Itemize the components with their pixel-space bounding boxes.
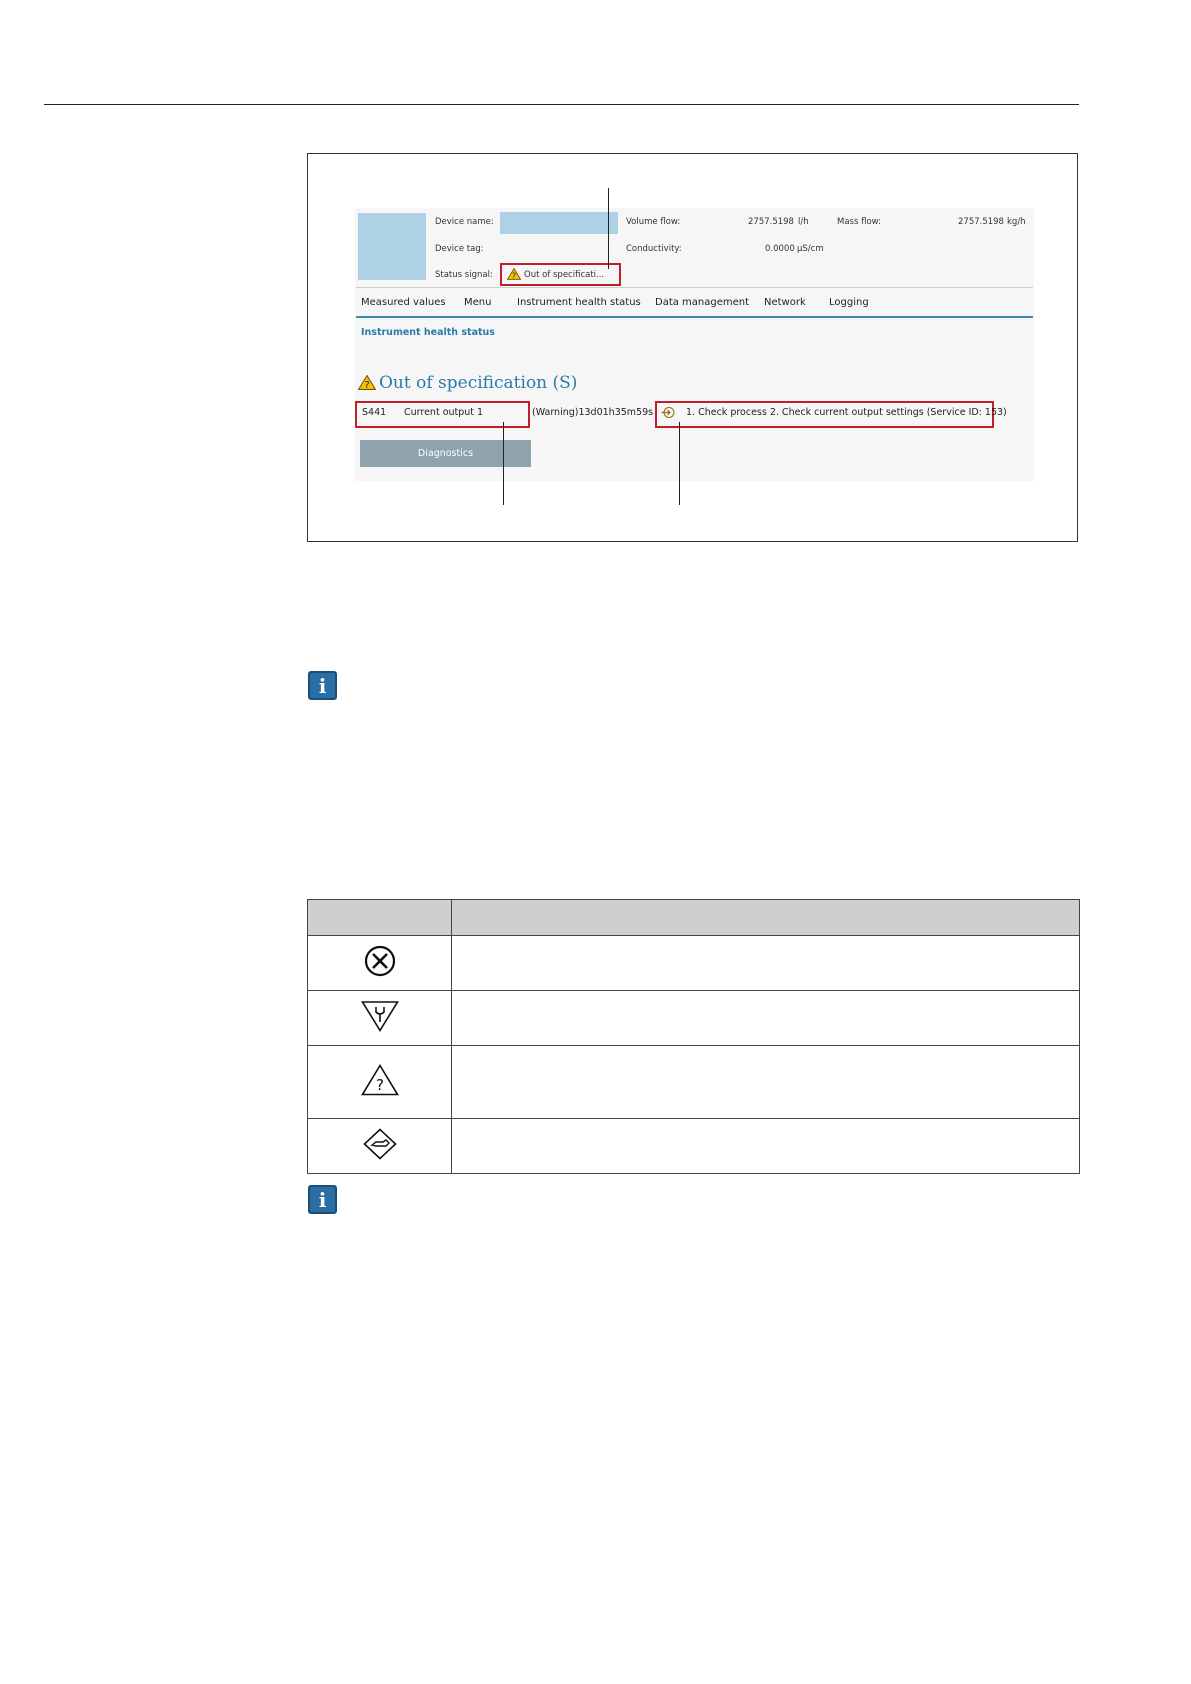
- failure-icon: [364, 945, 396, 977]
- page-top-rule: [44, 104, 1079, 105]
- table-header-meaning: [452, 900, 1080, 936]
- device-tag-label: Device tag:: [435, 244, 484, 254]
- callout-line-3: [679, 422, 680, 505]
- header-divider: [356, 287, 1033, 288]
- menu-underline: [356, 316, 1033, 318]
- diagnostic-time: (Warning)13d01h35m59s: [532, 407, 654, 418]
- remedy-text: 1. Check process 2. Check current output settings (Service ID: 153): [686, 407, 1007, 418]
- diagnostics-button[interactable]: Diagnostics: [360, 440, 531, 467]
- maintenance-required-icon: [363, 1128, 397, 1160]
- diagnostic-text: Current output 1: [404, 407, 484, 418]
- warning-icon: [358, 375, 376, 390]
- table-row: [308, 1046, 1080, 1119]
- menu-instrument-health-status[interactable]: Instrument health status: [517, 297, 641, 308]
- volume-flow-label: Volume flow:: [626, 217, 681, 227]
- info-icon: i: [308, 671, 337, 700]
- menu-measured-values[interactable]: Measured values: [361, 297, 446, 308]
- device-name-value: [500, 212, 618, 234]
- svg-text:?: ?: [511, 271, 517, 280]
- conductivity-unit: µS/cm: [797, 244, 824, 254]
- table-cell-text: [452, 1046, 1080, 1119]
- table-row: [308, 936, 1080, 991]
- out-of-specification-icon: [361, 1064, 399, 1096]
- warning-icon: [507, 268, 521, 280]
- remedy-arrow-icon: [661, 406, 675, 419]
- svg-text:?: ?: [375, 1076, 384, 1094]
- diagnostic-behavior-table: [307, 899, 1080, 1174]
- device-name-label: Device name:: [435, 217, 494, 227]
- device-image-placeholder: [358, 213, 426, 280]
- mass-flow-value: 2757.5198: [958, 217, 1004, 227]
- menu-network[interactable]: Network: [764, 297, 806, 308]
- breadcrumb: Instrument health status: [361, 327, 495, 338]
- table-row: [308, 1119, 1080, 1174]
- volume-flow-value: 2757.5198: [748, 217, 794, 227]
- menu-data-management[interactable]: Data management: [655, 297, 750, 308]
- menu-menu[interactable]: Menu: [464, 297, 492, 308]
- table-cell-text: [452, 1119, 1080, 1174]
- status-signal-value[interactable]: Out of specificati...: [524, 270, 605, 280]
- menu-logging[interactable]: Logging: [829, 297, 869, 308]
- mass-flow-label: Mass flow:: [837, 217, 882, 227]
- conductivity-label: Conductivity:: [626, 244, 682, 254]
- table-header-row: [308, 900, 1080, 936]
- diagnostic-code: S441: [362, 407, 387, 418]
- conductivity-value: 0.0000: [765, 244, 795, 254]
- function-check-icon: [361, 1000, 399, 1032]
- info-icon: i: [308, 1185, 337, 1214]
- mass-flow-unit: kg/h: [1007, 217, 1026, 227]
- table-header-symbol: [308, 900, 452, 936]
- page-title: Out of specification (S): [379, 373, 578, 393]
- table-row: [308, 991, 1080, 1046]
- callout-line-2: [503, 422, 504, 505]
- callout-line-1: [608, 188, 609, 269]
- volume-flow-unit: l/h: [798, 217, 809, 227]
- table-cell-text: [452, 991, 1080, 1046]
- table-cell-text: [452, 936, 1080, 991]
- status-signal-label: Status signal:: [435, 270, 493, 280]
- svg-text:?: ?: [364, 380, 370, 390]
